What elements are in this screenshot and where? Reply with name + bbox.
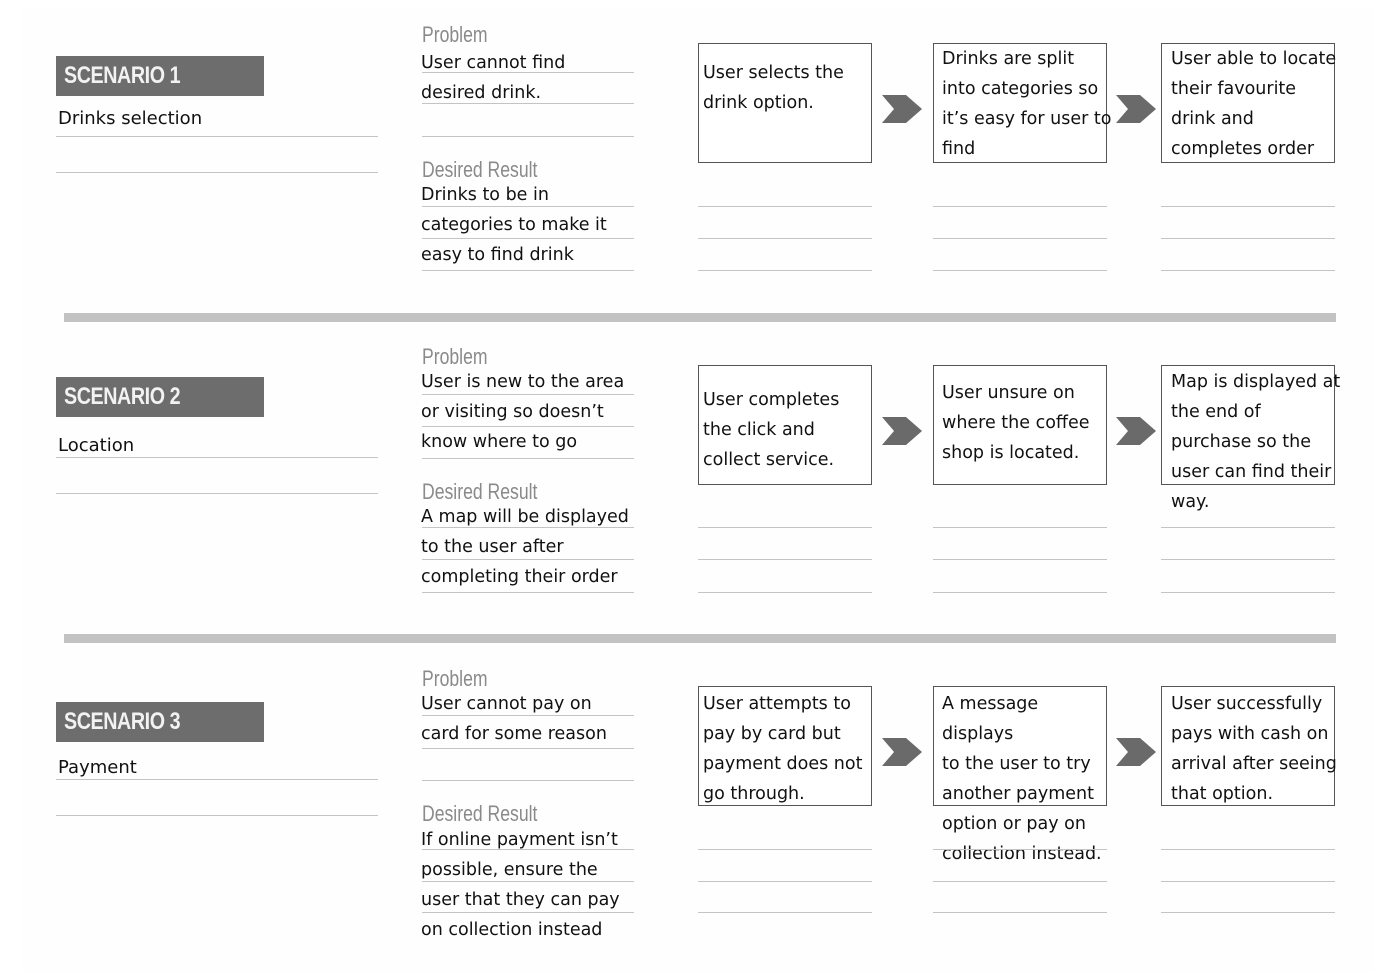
rule-line [1161, 912, 1335, 913]
problem-label: Problem [422, 22, 488, 47]
rule-line [698, 881, 872, 882]
scenario-tag: SCENARIO 1 [56, 56, 264, 96]
step-text-2: A message displays to the user to try another payment option or pay on collection instead. [942, 694, 1102, 864]
arrow-right-icon [1116, 417, 1156, 445]
rule-line [1161, 270, 1335, 271]
desired-result-label: Desired Result [422, 801, 538, 826]
rule-line [56, 457, 378, 458]
rule-line [422, 206, 634, 207]
rule-line [1161, 238, 1335, 239]
rule-line [422, 527, 634, 528]
scenario-3 [0, 644, 1400, 964]
rule-line [422, 780, 634, 781]
arrow-right-icon [882, 738, 922, 766]
step-text-3: User successfully pays with cash on arrival after seeing that option. [1171, 694, 1337, 804]
rule-line [422, 592, 634, 593]
rule-line [1161, 592, 1335, 593]
rule-line [422, 426, 634, 427]
arrow-right-icon [1116, 95, 1156, 123]
section-divider [64, 313, 1336, 322]
rule-line [933, 238, 1107, 239]
step-text-2: Drinks are split into categories so it’s easy for user to find [942, 49, 1112, 159]
rule-line [422, 394, 634, 395]
step-text-3: User able to locate their favourite drink and completes order [1171, 49, 1337, 159]
desired-result-text: If online payment isn’t possible, ensure the user that they can pay on collection instead [421, 830, 620, 940]
rule-line [933, 592, 1107, 593]
problem-label: Problem [422, 666, 488, 691]
rule-line [698, 559, 872, 560]
scenario-name: Drinks selection [58, 108, 203, 129]
rule-line [422, 136, 634, 137]
rule-line [698, 238, 872, 239]
section-divider [64, 634, 1336, 643]
rule-line [698, 270, 872, 271]
rule-line [422, 912, 634, 913]
arrow-right-icon [882, 95, 922, 123]
rule-line [422, 72, 634, 73]
rule-line [422, 270, 634, 271]
arrow-right-icon [882, 417, 922, 445]
step-text-1: User attempts to pay by card but payment does not go through. [703, 694, 863, 804]
rule-line [56, 172, 378, 173]
rule-line [422, 748, 634, 749]
rule-line [933, 270, 1107, 271]
desired-result-label: Desired Result [422, 157, 538, 182]
problem-text: User cannot pay on card for some reason [421, 694, 607, 744]
rule-line [698, 527, 872, 528]
step-text-2: User unsure on where the coffee shop is located. [942, 383, 1090, 463]
rule-line [933, 881, 1107, 882]
desired-result-text: A map will be displayed to the user after completing their order [421, 507, 629, 587]
scenario-1 [0, 0, 1400, 320]
rule-line [56, 493, 378, 494]
rule-line [933, 527, 1107, 528]
problem-text: User cannot find desired drink. [421, 53, 566, 103]
rule-line [1161, 206, 1335, 207]
step-text-3: Map is displayed at the end of purchase so the user can find their way. [1171, 372, 1341, 512]
rule-line [933, 912, 1107, 913]
rule-line [422, 849, 634, 850]
step-text-1: User completes the click and collect service. [703, 390, 840, 470]
scenario-tag: SCENARIO 3 [56, 702, 264, 742]
scenario-2 [0, 322, 1400, 642]
rule-line [698, 592, 872, 593]
rule-line [933, 849, 1107, 850]
rule-line [698, 849, 872, 850]
rule-line [1161, 559, 1335, 560]
rule-line [422, 881, 634, 882]
problem-label: Problem [422, 344, 488, 369]
rule-line [933, 206, 1107, 207]
rule-line [422, 458, 634, 459]
scenario-name: Location [58, 435, 135, 456]
scenario-tag: SCENARIO 2 [56, 377, 264, 417]
rule-line [422, 103, 634, 104]
arrow-right-icon [1116, 738, 1156, 766]
problem-text: User is new to the area or visiting so doesn’t know where to go [421, 372, 625, 452]
rule-line [1161, 849, 1335, 850]
rule-line [56, 136, 378, 137]
rule-line [56, 815, 378, 816]
step-text-1: User selects the drink option. [703, 63, 844, 113]
rule-line [56, 779, 378, 780]
rule-line [933, 559, 1107, 560]
rule-line [422, 715, 634, 716]
rule-line [422, 559, 634, 560]
rule-line [422, 238, 634, 239]
rule-line [1161, 527, 1335, 528]
rule-line [698, 206, 872, 207]
rule-line [698, 912, 872, 913]
scenario-name: Payment [58, 757, 137, 778]
desired-result-label: Desired Result [422, 479, 538, 504]
desired-result-text: Drinks to be in categories to make it easy to find drink [421, 185, 607, 265]
rule-line [1161, 881, 1335, 882]
